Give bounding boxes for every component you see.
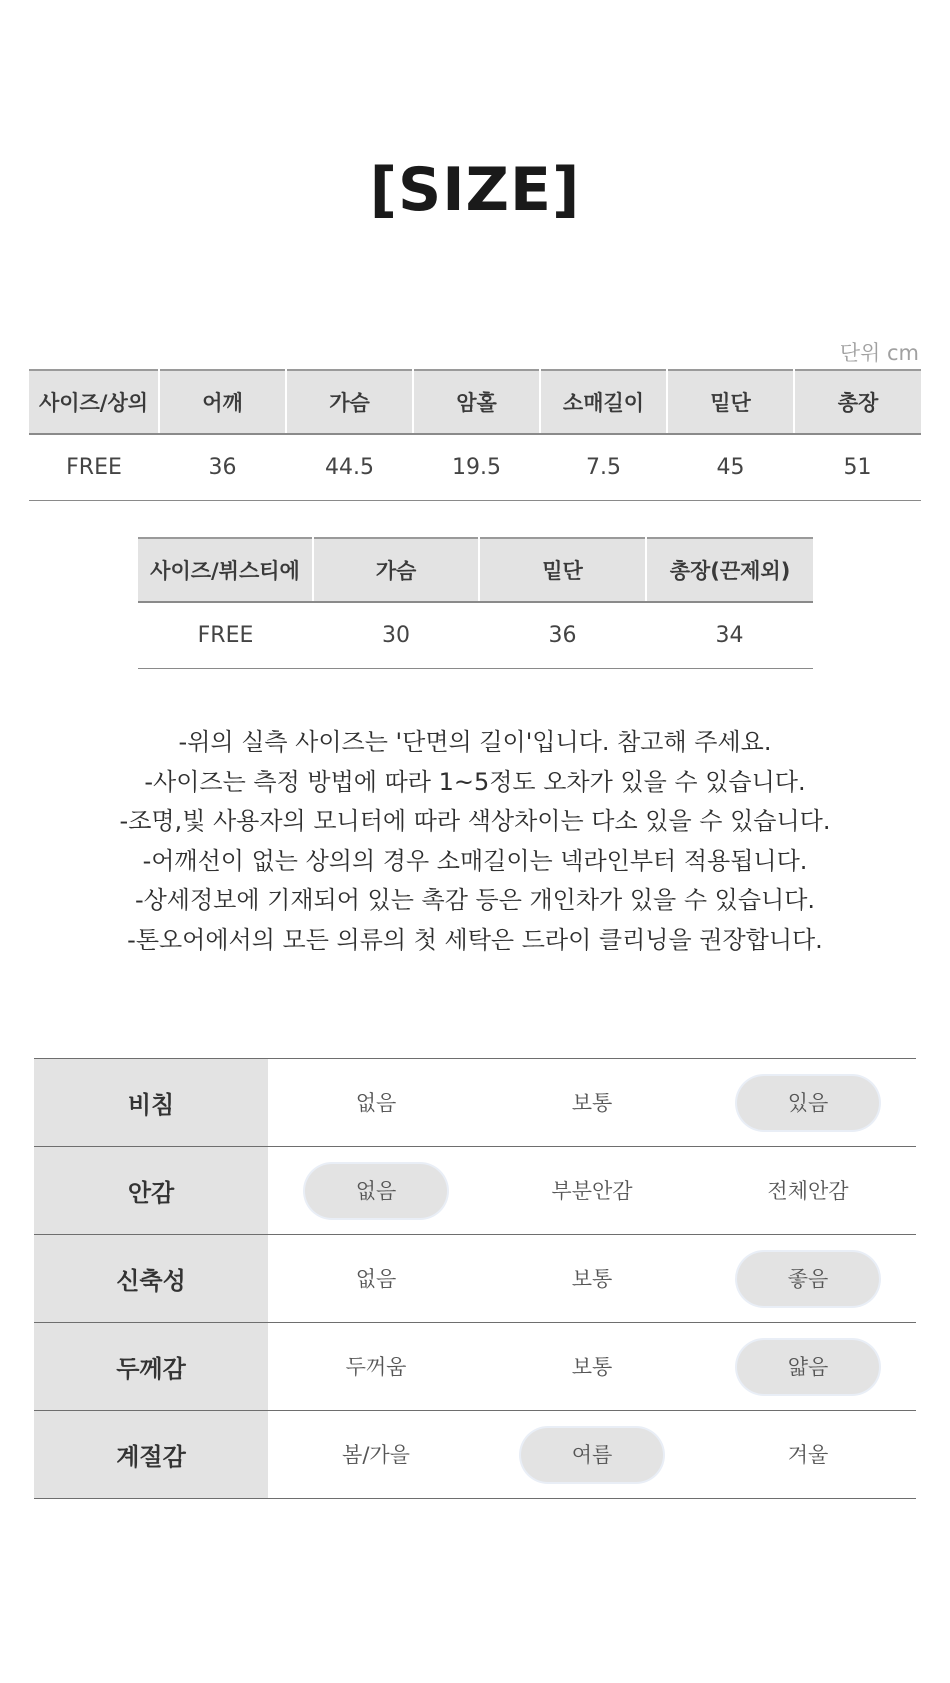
feel-option: 봄/가을 [342, 1442, 410, 1467]
feel-option: 부분안감 [551, 1178, 633, 1203]
feel-row-thickness [34, 1323, 916, 1411]
bustier-size-table [138, 537, 813, 669]
table-row [138, 602, 813, 668]
feel-option-selected: 얇음 [737, 1340, 879, 1394]
feel-option: 없음 [355, 1090, 397, 1115]
feel-label: 신축성 [34, 1235, 268, 1323]
table-row [29, 434, 921, 500]
header-hem: 밑단 [667, 370, 794, 434]
feel-option: 보통 [571, 1090, 613, 1115]
cell-chest: 30 [313, 602, 479, 668]
note-line: -톤오어에서의 모든 의류의 첫 세탁은 드라이 클리닝을 권장합니다. [127, 925, 823, 954]
feel-option: 보통 [571, 1354, 613, 1379]
cell-sleeve-length: 7.5 [540, 434, 667, 500]
note-line: -상세정보에 기재되어 있는 촉감 등은 개인차가 있을 수 있습니다. [134, 886, 816, 914]
cell-total-length: 34 [646, 602, 813, 668]
feel-label: 계절감 [34, 1411, 268, 1499]
table-header-row [29, 370, 921, 434]
cell-total-length: 51 [794, 434, 921, 500]
cell-armhole: 19.5 [413, 434, 540, 500]
feel-option: 보통 [571, 1266, 613, 1291]
cell-hem: 45 [667, 434, 794, 500]
size-notes [0, 723, 950, 960]
cell-size: FREE [138, 602, 313, 668]
cell-size: FREE [29, 434, 159, 500]
feel-option-selected: 있음 [737, 1076, 879, 1130]
feel-label: 비침 [34, 1059, 268, 1147]
feel-option: 없음 [355, 1266, 397, 1291]
feel-option: 겨울 [787, 1442, 829, 1467]
note-line: -어깨선이 없는 상의의 경우 소매길이는 넥라인부터 적용됩니다. [142, 846, 808, 875]
header-armhole: 암홀 [413, 370, 540, 434]
feel-row-season [34, 1411, 916, 1499]
header-total-length-excl-strap: 총장(끈제외) [646, 538, 813, 602]
header-size-bustier: 사이즈/뷔스티에 [138, 538, 313, 602]
note-line: -사이즈는 측정 방법에 따라 1~5정도 오차가 있을 수 있습니다. [144, 767, 806, 796]
feel-label: 두께감 [34, 1323, 268, 1411]
note-line: -위의 실측 사이즈는 '단면의 길이'입니다. 참고해 주세요. [178, 728, 772, 756]
feel-row-lining [34, 1147, 916, 1235]
feel-row-stretch [34, 1235, 916, 1323]
feel-option-selected: 좋음 [737, 1252, 879, 1306]
page-title: [SIZE] [369, 155, 581, 225]
cell-shoulder: 36 [159, 434, 286, 500]
feel-label: 안감 [34, 1147, 268, 1235]
note-line: -조명,빛 사용자의 모니터에 따라 색상차이는 다소 있을 수 있습니다. [119, 807, 831, 835]
cell-hem: 36 [479, 602, 646, 668]
feel-option-selected: 여름 [521, 1428, 663, 1482]
cell-chest: 44.5 [286, 434, 413, 500]
header-total-length: 총장 [794, 370, 921, 434]
fabric-feel-table [34, 1058, 916, 1499]
header-sleeve-length: 소매길이 [540, 370, 667, 434]
feel-option-selected: 없음 [305, 1164, 447, 1218]
feel-row-transparency [34, 1059, 916, 1147]
header-hem: 밑단 [479, 538, 646, 602]
feel-option: 전체안감 [767, 1178, 849, 1203]
header-chest: 가슴 [286, 370, 413, 434]
unit-label: 단위 cm [839, 341, 919, 365]
header-size-top: 사이즈/상의 [29, 370, 159, 434]
top-size-table [29, 369, 921, 501]
header-chest: 가슴 [313, 538, 479, 602]
header-shoulder: 어깨 [159, 370, 286, 434]
feel-option: 두꺼움 [345, 1354, 407, 1379]
table-header-row [138, 538, 813, 602]
